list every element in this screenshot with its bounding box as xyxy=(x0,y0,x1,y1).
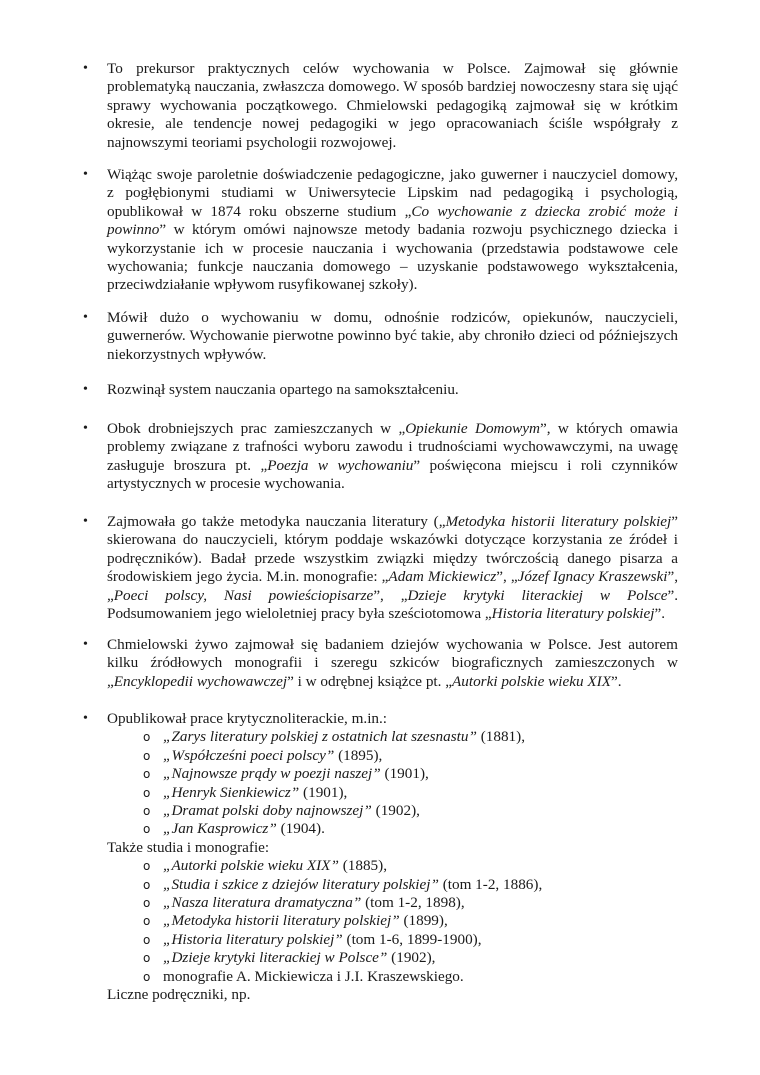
text-run: ” skierowana do nauczycieli, którym poddaje wskazówki dotyczące korzystania ze źródeł i podręczników). Badał przede wszystkim związki między twórczością danego pisarza a środowiskiem jego życia. M.in. monografie: „ xyxy=(107,513,678,586)
list-item xyxy=(107,857,678,875)
publication-note: (tom 1-6, 1899-1900), xyxy=(342,930,482,948)
paragraph-7 xyxy=(83,636,678,691)
italic-title: Metodyka historii literatury polskiej xyxy=(445,513,672,530)
text-run: ”. xyxy=(611,672,622,690)
text-run: ”, „ xyxy=(373,586,408,604)
publication-note: (1902), xyxy=(387,949,436,967)
circle-bullet-icon: o xyxy=(143,969,151,984)
text-run: ”, „ xyxy=(107,568,679,604)
publication-title: „Najnowsze prądy w poezji naszej” xyxy=(163,765,381,783)
circle-bullet-icon: o xyxy=(143,748,151,763)
italic-title: Dzieje krytyki literackiej w Polsce xyxy=(407,586,668,604)
bullet-icon: • xyxy=(83,514,88,529)
bullet-icon: • xyxy=(83,61,88,76)
bullet-icon: • xyxy=(83,421,88,436)
circle-bullet-icon: o xyxy=(143,785,151,800)
list-item xyxy=(107,931,678,949)
circle-bullet-icon: o xyxy=(143,951,151,966)
paragraph-text xyxy=(107,309,678,364)
publication-note: (1902), xyxy=(371,802,420,820)
paragraph-text xyxy=(107,636,678,691)
publications-section xyxy=(83,710,678,1005)
publication-note: (1885), xyxy=(338,857,387,875)
publication-title: „Autorki polskie wieku XIX” xyxy=(163,857,339,875)
publications-intro: Opublikował prace krytycznoliterackie, m.in.: xyxy=(107,710,388,727)
list-item xyxy=(107,747,678,765)
publication-title: „Dramat polski doby najnowszej” xyxy=(163,802,372,820)
text-run: ” i w odrębnej książce pt. „ xyxy=(287,672,452,690)
italic-title: Opiekunie Domowym xyxy=(405,420,540,437)
publication-note: (1901), xyxy=(299,783,348,801)
circle-bullet-icon: o xyxy=(143,914,151,929)
italic-title: Poezja w wychowaniu xyxy=(267,456,414,474)
paragraph-text xyxy=(107,60,678,152)
paragraph-5 xyxy=(83,420,678,494)
paragraph-1 xyxy=(83,60,678,152)
publication-note: (1881), xyxy=(476,728,525,746)
list-item xyxy=(107,968,678,986)
bullet-icon: • xyxy=(83,637,88,652)
paragraph-4 xyxy=(83,381,678,399)
paragraph-2 xyxy=(83,166,678,295)
circle-bullet-icon: o xyxy=(143,730,151,745)
italic-title: Historia literatury polskiej xyxy=(491,605,655,623)
italic-title: Poeci polscy, Nasi powieściopisarze xyxy=(113,586,374,604)
publication-title: „Studia i szkice z dziejów literatury polskiej” xyxy=(163,875,439,893)
paragraph-text xyxy=(107,166,678,295)
text-run: ” poświęcona miejscu i roli czynników artystycznych w procesie wychowania. xyxy=(107,456,678,493)
circle-bullet-icon: o xyxy=(143,767,151,782)
circle-bullet-icon: o xyxy=(143,877,151,892)
paragraph-text xyxy=(107,381,678,399)
publication-note: (1895), xyxy=(334,746,383,764)
critical-works-list xyxy=(107,728,678,838)
text-run: Rozwinął system nauczania opartego na samokształceniu. xyxy=(107,381,459,398)
circle-bullet-icon: o xyxy=(143,932,151,947)
publication-title: „Henryk Sienkiewicz” xyxy=(163,783,300,801)
publication-title: „Nasza literatura dramatyczna” xyxy=(163,894,362,912)
paragraph-text xyxy=(107,420,678,494)
italic-title: Józef Ignacy Kraszewski xyxy=(517,568,668,586)
bullet-icon: • xyxy=(83,310,88,325)
publication-title: „Historia literatury polskiej” xyxy=(163,930,343,948)
text-run: Wiążąc swoje paroletnie doświadczenie pedagogiczne, jako guwerner i nauczyciel domowy, z pogłębionymi studiami w Uniwersytecie Lipskim nad pedagogiką i psychologią, opublikował w 1874 roku obszerne studium „ xyxy=(107,166,678,220)
text-run: Obok drobniejszych prac zamieszczanych w „ xyxy=(107,420,406,437)
paragraph-3 xyxy=(83,309,678,364)
text-run: ”, „ xyxy=(496,568,518,586)
text-run: Mówił dużo o wychowaniu w domu, odnośnie rodziców, opiekunów, nauczycieli, guwernerów. Wychowanie pierwotne powinno być takie, aby chroniło dzieci od późniejszych niekorzystnych wpływów. xyxy=(107,309,678,363)
list-item xyxy=(107,802,678,820)
circle-bullet-icon: o xyxy=(143,896,151,911)
text-run: ” w którym omówi najnowsze metody badania rozwoju psychicznego dziecka i wykorzystanie ich w procesie nauczania i wychowania (przedstawia podstawowe cele wychowania; funkcje nauczania domowego – uzyskanie podstawowego wykształcenia, przeciwdziałanie wpływom rusyfikowanej szkoły). xyxy=(107,221,678,294)
studies-intro: Także studia i monografie: xyxy=(107,838,270,856)
list-item xyxy=(107,949,678,967)
publication-note: (tom 1-2, 1898), xyxy=(361,894,465,912)
studies-list xyxy=(107,857,678,986)
list-item xyxy=(107,784,678,802)
paragraph-text xyxy=(107,513,678,623)
bullet-icon: • xyxy=(83,711,88,726)
text-run: ”. xyxy=(654,605,666,623)
italic-title: Adam Mickiewicz xyxy=(388,568,497,586)
publication-title: „Współcześni poeci polscy” xyxy=(163,746,335,764)
publication-title: „Dzieje krytyki literackiej w Polsce” xyxy=(163,949,388,967)
textbooks-line: Liczne podręczniki, np. xyxy=(107,986,251,1004)
list-item xyxy=(107,894,678,912)
publication-note: monografie A. Mickiewicza i J.I. Kraszewskiego. xyxy=(163,967,464,985)
circle-bullet-icon: o xyxy=(143,859,151,874)
list-item xyxy=(107,728,678,746)
list-item xyxy=(107,912,678,930)
publication-note: (tom 1-2, 1886), xyxy=(438,875,543,893)
list-item xyxy=(107,820,678,838)
publication-title: „Jan Kasprowicz” xyxy=(163,820,277,838)
italic-title: Encyklopedii wychowawczej xyxy=(113,672,288,690)
text-run: ”, w których omawia problemy związane z trafności wyboru zawodu i trudnościami wychowawczymi, na uwagę zasługuje broszura pt. „ xyxy=(107,420,678,474)
publication-title: „Zarys literatury polskiej z ostatnich lat szesnastu” xyxy=(163,728,477,746)
publication-note: (1899), xyxy=(399,912,448,930)
publication-note: (1904). xyxy=(276,820,325,838)
text-run: Chmielowski żywo zajmował się badaniem dziejów wychowania w Polsce. Jest autorem kilku źródłowych monografii i szeregu szkiców biograficznych zamieszczonych w „ xyxy=(107,636,678,690)
circle-bullet-icon: o xyxy=(143,822,151,837)
paragraph-6 xyxy=(83,513,679,623)
text-run: To prekursor praktycznych celów wychowania w Polsce. Zajmował się głównie problematyką nauczania, zwłaszcza domowego. W sposób bardziej nowoczesny stara się ująć sprawy wychowania początkowego. Chmielowski pedagogiką zajmował się w krótkim okresie, ale tendencje nowej pedagogiki w jego opracowaniach ściśle współgrały z najnowszymi teoriami psychologii rozwojowej. xyxy=(107,60,678,151)
text-run: ”. Podsumowaniem jego wieloletniej pracy była sześciotomowa „ xyxy=(107,586,679,623)
list-item xyxy=(107,765,678,783)
bullet-icon: • xyxy=(83,382,88,397)
publication-note: (1901), xyxy=(380,765,429,783)
italic-title: Autorki polskie wieku XIX xyxy=(451,672,611,690)
bullet-icon: • xyxy=(83,167,88,182)
italic-title: Co wychowanie z dziecka zrobić może i powinno xyxy=(107,202,678,239)
publication-title: „Metodyka historii literatury polskiej” xyxy=(163,912,400,930)
text-run: Zajmowała go także metodyka nauczania literatury („ xyxy=(107,513,446,530)
circle-bullet-icon: o xyxy=(143,804,151,819)
list-item xyxy=(107,876,678,894)
